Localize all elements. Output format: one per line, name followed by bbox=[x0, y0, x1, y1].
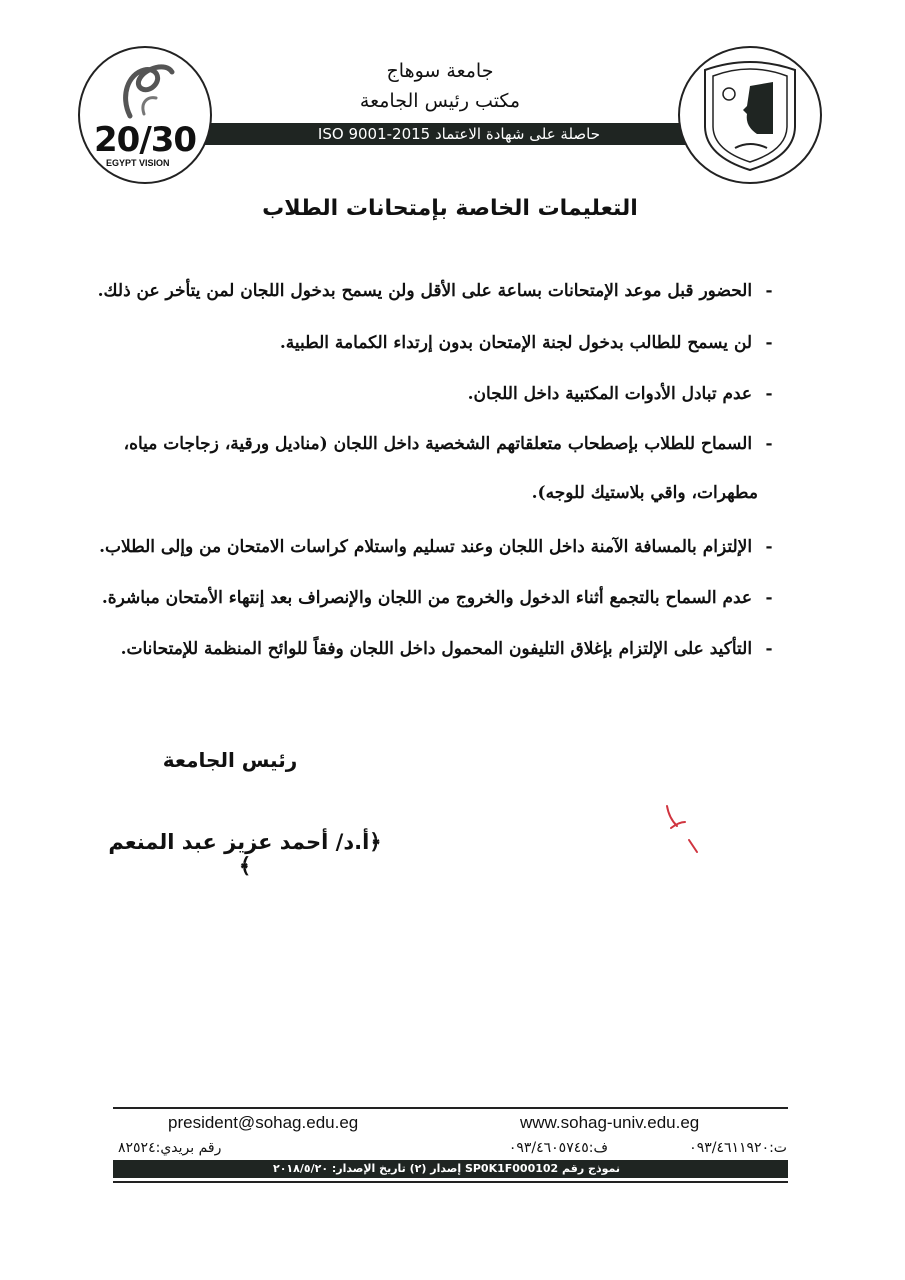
footer-divider-bottom bbox=[113, 1181, 788, 1183]
instruction-text: التأكيد على الإلتزام بإغلاق التليفون المحمول داخل اللجان وفقاً للوائح المنظمة للإمتحانات. bbox=[120, 639, 753, 659]
instruction-item bbox=[121, 638, 780, 660]
bullet-dash: - bbox=[765, 639, 773, 659]
instruction-item bbox=[102, 587, 780, 609]
instruction-text: لن يسمح للطالب بدخول لجنة الإمتحان بدون إرتداء الكمامة الطبية. bbox=[279, 333, 753, 353]
vision-caption: EGYPT VISION bbox=[106, 158, 170, 168]
signature-role: رئيس الجامعة bbox=[162, 748, 298, 772]
document-title: التعليمات الخاصة بإمتحانات الطلاب bbox=[262, 196, 638, 221]
instruction-item bbox=[280, 332, 780, 354]
bullet-dash: - bbox=[765, 333, 773, 353]
footer-po-box: رقم بريدي:٨٢٥٢٤ bbox=[118, 1140, 222, 1156]
university-name: جامعة سوهاج bbox=[386, 60, 494, 82]
certification-banner bbox=[190, 123, 696, 145]
instruction-item bbox=[468, 383, 780, 405]
certification-text: حاصلة على شهادة الاعتماد ISO 9001-2015 bbox=[317, 125, 600, 143]
handwritten-mark-icon bbox=[655, 800, 715, 860]
instruction-text-continued: مطهرات، واقي بلاستيك للوجه). bbox=[531, 483, 758, 503]
university-seal-icon bbox=[678, 46, 822, 184]
bullet-dash: - bbox=[765, 281, 773, 301]
signature-name: ﴿أ.د/ أحمد عزيز عبد المنعم ﴾ bbox=[108, 830, 382, 878]
bullet-dash: - bbox=[765, 384, 773, 404]
instruction-text: الحضور قبل موعد الإمتحانات بساعة على الأقل ولن يسمح بدخول اللجان لمن يتأخر عن ذلك. bbox=[97, 281, 753, 301]
bullet-dash: - bbox=[765, 588, 773, 608]
bullet-dash: - bbox=[765, 537, 773, 557]
seal-shield-icon bbox=[695, 56, 805, 174]
egypt-vision-2030-logo-icon bbox=[78, 46, 212, 184]
vision-year: 20/30 bbox=[94, 120, 197, 160]
footer-website: www.sohag-univ.edu.eg bbox=[520, 1113, 700, 1132]
footer-fax: ف:٠٩٣/٤٦٠٥٧٤٥ bbox=[508, 1140, 608, 1156]
office-name: مكتب رئيس الجامعة bbox=[359, 90, 521, 112]
instruction-item bbox=[98, 280, 780, 302]
bullet-dash: - bbox=[765, 434, 773, 454]
vision-swirl-icon bbox=[110, 56, 180, 122]
instruction-text: السماح للطلاب بإصطحاب متعلقاتهم الشخصية داخل اللجان (مناديل ورقية، زجاجات مياه، bbox=[123, 434, 753, 454]
instruction-item bbox=[99, 536, 780, 558]
instruction-text: عدم السماح بالتجمع أثناء الدخول والخروج من اللجان والإنصراف بعد إنتهاء الأمتحان مباشرة. bbox=[101, 588, 753, 608]
footer-form-banner bbox=[113, 1160, 788, 1178]
footer-email: president@sohag.edu.eg bbox=[168, 1113, 359, 1132]
instruction-item bbox=[124, 433, 780, 455]
footer-form-info: نموذج رقم SP0K1F000102 إصدار (٢) تاريخ الإصدار: ٢٠١٨/٥/٢٠ bbox=[273, 1162, 620, 1175]
footer-phone: ت:٠٩٣/٤٦١١٩٢٠ bbox=[689, 1140, 787, 1156]
instruction-text: الإلتزام بالمسافة الآمنة داخل اللجان وعند تسليم واستلام كراسات الامتحان من وإلى الطلاب. bbox=[99, 537, 753, 557]
footer-divider-top bbox=[113, 1107, 788, 1109]
instruction-text: عدم تبادل الأدوات المكتبية داخل اللجان. bbox=[467, 384, 753, 404]
